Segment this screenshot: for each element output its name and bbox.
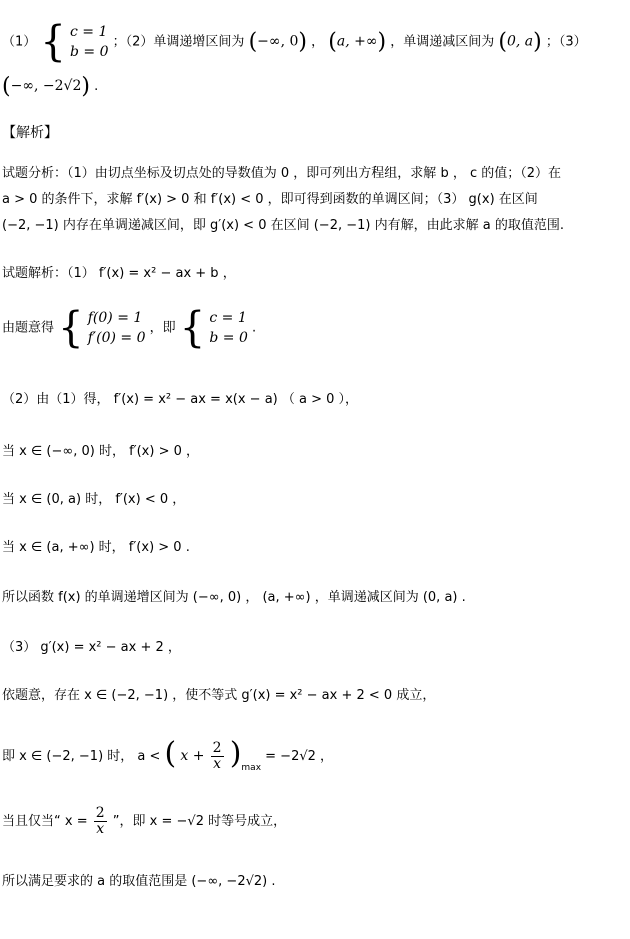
section-heading: 【解析】 — [2, 125, 58, 141]
left-brace-icon: { — [179, 303, 206, 353]
answer-part-label: （1） — [2, 34, 37, 50]
solution-step-9: 依题意，存在 x ∈ (−2, −1) ，使不等式 g′(x) = x² − ax + 2 < 0 成立， — [2, 688, 436, 703]
solution-step-11 — [2, 806, 286, 837]
answer-line-1: （1） { c = 1 b = 0 ；（2）单调递增区间为 (−∞, 0) ， (a, +∞) ，单调递减区间为 (0, a) ；（3） — [2, 17, 587, 67]
solution-step-4: 当 x ∈ (−∞, 0) 时， f′(x) > 0 ， — [2, 444, 200, 459]
solution-step-5: 当 x ∈ (0, a) 时， f′(x) < 0 ， — [2, 492, 186, 507]
solution-step-3: （2）由（1）得， f′(x) = x² − ax = x(x − a) （ a > 0 ）， — [2, 392, 359, 407]
solution-step-10: 即 x ∈ (−2, −1) 时， a < ( x + $\frac{2}{x}$ )$_{max} = -2√2$ ， — [2, 736, 334, 773]
answer-eq-c: c = 1 — [70, 24, 108, 40]
answer-eq-b: b = 0 — [70, 44, 109, 60]
step10-max: max — [241, 763, 262, 773]
analysis-line-2: a > 0 的条件下，求解 f′(x) > 0 和 f′(x) < 0 ，即可得到函数的单调区间；（3） g(x) 在区间 — [2, 192, 538, 207]
step10-x: x + — [180, 748, 205, 764]
step10-post: = −2√2 ， — [265, 749, 334, 764]
answer-inc1: −∞, 0 — [257, 33, 299, 50]
answer-line-2: (−∞, −2√2) . — [2, 74, 99, 99]
answer-range: −∞, −2√2 — [10, 78, 82, 94]
step10-fraction — [211, 741, 224, 772]
left-brace-icon: { — [58, 303, 84, 353]
answer-sep2: ；（3） — [545, 34, 587, 50]
step10-prefix: 即 x ∈ (−2, −1) 时， a < — [2, 749, 161, 764]
left-brace-icon: { — [40, 17, 66, 67]
step2-eq1: f(0) = 1 — [87, 310, 143, 326]
analysis-line-3: (−2, −1) 内存在单调递减区间，即 g′(x) < 0 在区间 (−2, −1) 内有解，由此求解 a 的取值范围. — [2, 218, 564, 233]
step2-mid: ，即 — [149, 320, 176, 336]
step10-num: 2 — [212, 740, 222, 756]
step11-fraction — [94, 806, 107, 837]
solution-step-1: 试题解析：（1） f′(x) = x² − ax + b ， — [2, 266, 236, 281]
answer-comma: ， — [311, 34, 325, 50]
answer-sep1: ；（2）单调递增区间为 — [112, 34, 245, 50]
analysis-line-1: 试题分析：（1）由切点坐标及切点处的导数值为 0 ，即可列出方程组，求解 b ， c 的值；（2）在 — [2, 166, 562, 181]
solution-step-8: （3） g′(x) = x² − ax + 2 ， — [2, 640, 181, 655]
step2-system-2 — [209, 308, 248, 348]
step2-end: . — [252, 320, 257, 336]
step2-prefix: 由题意得 — [2, 320, 55, 336]
step11-post: ”，即 x = −√2 时等号成立， — [112, 814, 287, 829]
step2-eq3: c = 1 — [209, 310, 247, 326]
step2-eq2: f′(0) = 0 — [87, 330, 146, 346]
answer-inc2: a, +∞ — [336, 33, 378, 50]
step10-den: x — [213, 756, 222, 772]
answer-system — [70, 22, 109, 62]
step11-prefix: 当且仅当“ x = — [2, 814, 88, 829]
solution-step-12: 所以满足要求的 a 的取值范围是 (−∞, −2√2) . — [2, 874, 276, 889]
solution-step-7: 所以函数 f(x) 的单调递增区间为 (−∞, 0) ， (a, +∞) ，单调递减区间为 (0, a) . — [2, 590, 466, 605]
step11-den: x — [96, 821, 105, 837]
step11-num: 2 — [95, 805, 105, 821]
solution-step-2 — [2, 303, 257, 353]
step2-eq4: b = 0 — [209, 330, 248, 346]
solution-step-6: 当 x ∈ (a, +∞) 时， f′(x) > 0 . — [2, 540, 190, 555]
answer-dec-text: ，单调递减区间为 — [390, 34, 495, 50]
answer-dec: 0, a — [506, 33, 534, 50]
answer-end: . — [94, 79, 99, 94]
step2-system-1 — [88, 308, 146, 348]
